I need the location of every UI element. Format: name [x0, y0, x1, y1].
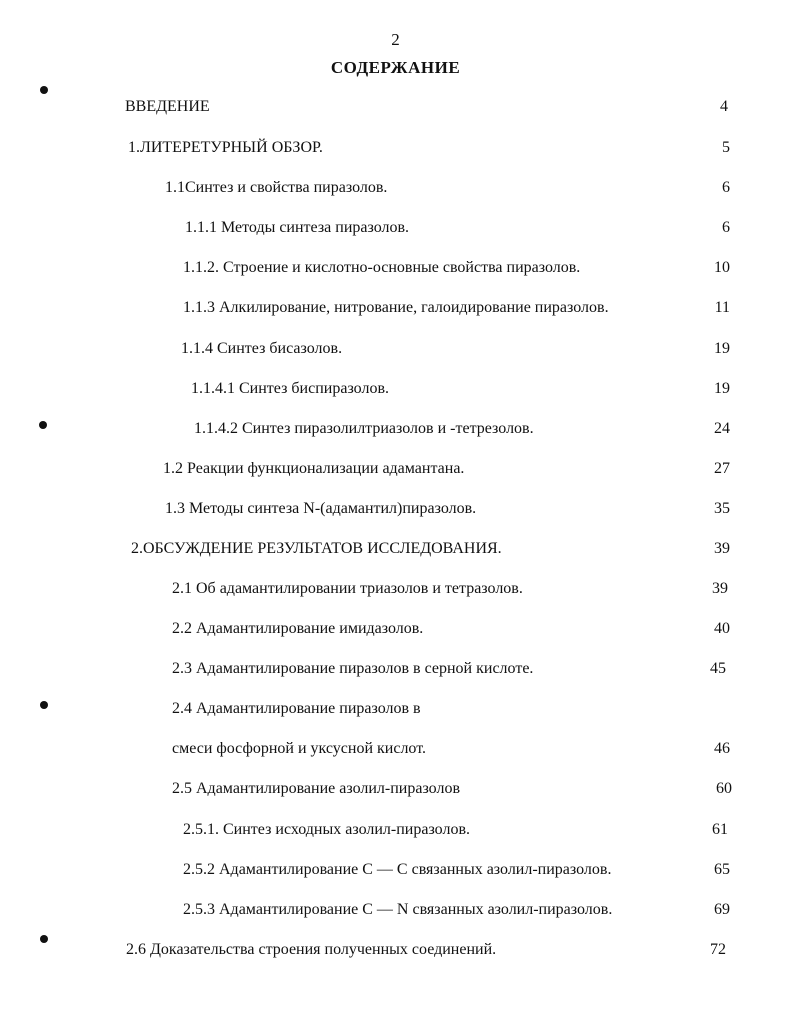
toc-entry-title: 1.1.4.2 Синтез пиразолилтриазолов и -тетрезолов.	[194, 420, 534, 437]
toc-entry	[0, 497, 791, 521]
margin-dot	[40, 86, 48, 94]
toc-entry-page: 27	[714, 460, 730, 477]
toc-entry	[0, 898, 791, 922]
toc-entry	[0, 176, 791, 200]
toc-entry	[0, 136, 791, 160]
toc-entry-title: смеси фосфорной и уксусной кислот.	[172, 740, 426, 757]
toc-entry-title: 1.1.3 Алкилирование, нитрование, галоидирование пиразолов.	[183, 299, 609, 316]
toc-entry	[0, 577, 791, 601]
toc-entry-title: 1.1.1 Методы синтеза пиразолов.	[185, 219, 410, 236]
page-number: 2	[391, 30, 400, 49]
toc-entry-page: 35	[714, 500, 730, 517]
toc-entry	[0, 296, 791, 320]
toc-entry	[0, 737, 791, 761]
toc-entry-page: 19	[714, 380, 730, 397]
toc-entry-title: 2.ОБСУЖДЕНИЕ РЕЗУЛЬТАТОВ ИССЛЕДОВАНИЯ.	[131, 540, 502, 557]
toc-entry	[0, 377, 791, 401]
toc-entry-title: 2.5.2 Адамантилирование С — С связанных азолил-пиразолов.	[183, 861, 612, 878]
toc-entry-page: 39	[714, 540, 730, 557]
toc-entry-title: 2.3 Адамантилирование пиразолов в серной кислоте.	[172, 660, 534, 677]
toc-entry-title: 2.5.3 Адамантилирование С — N связанных азолил-пиразолов.	[183, 901, 613, 918]
toc-entry-page: 4	[720, 98, 728, 115]
toc-entry-title: 1.1.4 Синтез бисазолов.	[181, 340, 343, 357]
toc-entry-title: 2.4 Адамантилирование пиразолов в	[172, 700, 421, 717]
toc-entry-title: 1.1.2. Строение и кислотно-основные свойства пиразолов.	[183, 259, 581, 276]
toc-entry-page: 24	[714, 420, 730, 437]
toc-entry	[0, 216, 791, 240]
toc-entry-page: 39	[712, 580, 728, 597]
toc-entry	[0, 417, 791, 441]
toc-entry-page: 61	[712, 821, 728, 838]
toc-entry-page: 6	[722, 179, 730, 196]
toc-entry-title: 1.1.4.1 Синтез биспиразолов.	[191, 380, 389, 397]
toc-entry-page: 46	[714, 740, 730, 757]
toc-entry	[0, 95, 791, 119]
toc-entry-page: 19	[714, 340, 730, 357]
toc-entry-page: 69	[714, 901, 730, 918]
toc-entry	[0, 457, 791, 481]
toc-entry	[0, 697, 791, 721]
toc-entry-page: 45	[710, 660, 726, 677]
toc-entry-page: 40	[714, 620, 730, 637]
toc-entry	[0, 256, 791, 280]
toc-entry	[0, 818, 791, 842]
toc-entry-page: 10	[714, 259, 730, 276]
toc-entry-page: 11	[714, 299, 730, 316]
toc-entry-title: 2.5.1. Синтез исходных азолил-пиразолов.	[183, 821, 470, 838]
toc-entry-title: 2.5 Адамантилирование азолил-пиразолов	[172, 780, 461, 797]
toc-entry-title: 2.1 Об адамантилировании триазолов и тетразолов.	[172, 580, 523, 597]
toc-entry	[0, 337, 791, 361]
toc-entry	[0, 657, 791, 681]
toc-entry-page: 65	[714, 861, 730, 878]
toc-entry-title: 2.6 Доказательства строения полученных соединений.	[126, 941, 497, 958]
toc-entry-page: 72	[710, 941, 726, 958]
toc-entry-page: 5	[722, 139, 730, 156]
toc-entry	[0, 617, 791, 641]
page-title: СОДЕРЖАНИЕ	[330, 58, 461, 77]
toc-entry-title: 1.2 Реакции функционализации адамантана.	[163, 460, 465, 477]
toc-entry-title: 1.ЛИТЕРЕТУРНЫЙ ОБЗОР.	[128, 139, 323, 156]
toc-entry	[0, 858, 791, 882]
toc-entry-page: 60	[716, 780, 732, 797]
toc-entry-title: ВВЕДЕНИЕ	[125, 98, 210, 115]
toc-entry	[0, 777, 791, 801]
toc-entry	[0, 938, 791, 962]
toc-entry	[0, 537, 791, 561]
toc-entry-page: 6	[722, 219, 730, 236]
toc-entry-title: 2.2 Адамантилирование имидазолов.	[172, 620, 424, 637]
toc-entry-title: 1.3 Методы синтеза N-(адамантил)пиразолов.	[165, 500, 477, 517]
toc-entry-title: 1.1Синтез и свойства пиразолов.	[165, 179, 388, 196]
